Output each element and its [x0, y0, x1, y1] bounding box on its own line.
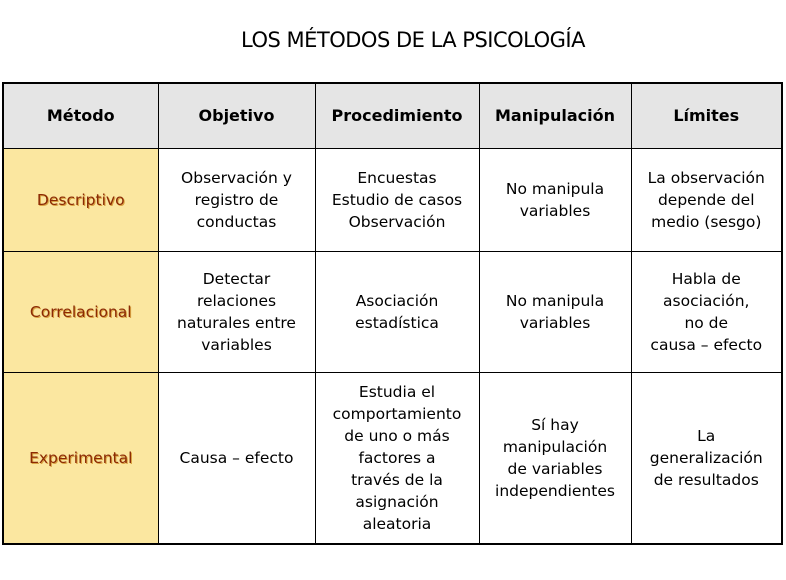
cell-manipulacion: No manipula variables	[479, 252, 631, 373]
method-experimental: Experimental	[3, 373, 158, 545]
method-correlacional: Correlacional	[3, 252, 158, 373]
header-limites: Límites	[631, 83, 782, 149]
cell-limites: La observación depende del medio (sesgo)	[631, 149, 782, 252]
cell-objetivo: Detectar relaciones naturales entre variables	[158, 252, 315, 373]
cell-limites: Habla de asociación, no de causa – efecto	[631, 252, 782, 373]
page-title: LOS MÉTODOS DE LA PSICOLOGÍA	[241, 28, 585, 52]
methods-table	[2, 82, 783, 545]
cell-manipulacion: Sí hay manipulación de variables independientes	[479, 373, 631, 545]
header-row	[3, 83, 782, 149]
cell-procedimiento: Encuestas Estudio de casos Observación	[315, 149, 479, 252]
header-metodo: Método	[3, 83, 158, 149]
table-row	[3, 252, 782, 373]
table-row	[3, 149, 782, 252]
header-objetivo: Objetivo	[158, 83, 315, 149]
header-manipulacion: Manipulación	[479, 83, 631, 149]
cell-objetivo: Causa – efecto	[158, 373, 315, 545]
method-descriptivo: Descriptivo	[3, 149, 158, 252]
cell-procedimiento: Asociación estadística	[315, 252, 479, 373]
table-row	[3, 373, 782, 545]
cell-manipulacion: No manipula variables	[479, 149, 631, 252]
cell-limites: La generalización de resultados	[631, 373, 782, 545]
header-procedimiento: Procedimiento	[315, 83, 479, 149]
cell-objetivo: Observación y registro de conductas	[158, 149, 315, 252]
cell-procedimiento: Estudia el comportamiento de uno o más factores a través de la asignación aleatoria	[315, 373, 479, 545]
